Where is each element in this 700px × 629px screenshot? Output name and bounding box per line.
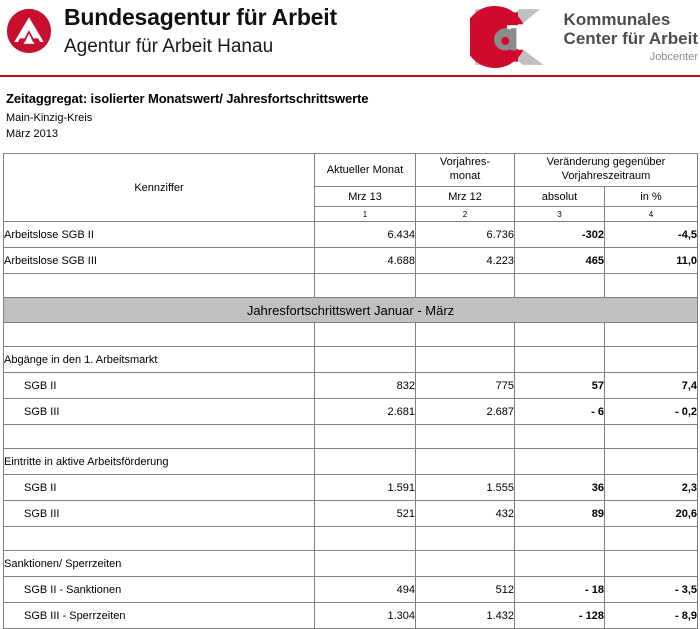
spacer-cell bbox=[315, 425, 416, 449]
cell-current-month bbox=[315, 449, 416, 475]
row-label: Sanktionen/ Sperrzeiten bbox=[4, 551, 315, 577]
cell-current-month: 494 bbox=[315, 577, 416, 603]
bundesagentur-brand-block bbox=[6, 6, 337, 56]
spacer-cell bbox=[4, 274, 315, 298]
cell-change-absolute: 465 bbox=[515, 248, 605, 274]
cell-change-absolute: 89 bbox=[515, 501, 605, 527]
row-label: Arbeitslose SGB II bbox=[4, 222, 315, 248]
cell-current-month: 832 bbox=[315, 373, 416, 399]
column-number-3: 3 bbox=[515, 207, 605, 222]
kca-line-2: Center für Arbeit bbox=[563, 29, 698, 49]
column-header-mrz-13: Mrz 13 bbox=[315, 187, 416, 207]
report-region: Main-Kinzig-Kreis bbox=[6, 112, 93, 124]
column-header-kennziffer: Kennziffer bbox=[4, 154, 315, 222]
spacer-cell bbox=[315, 323, 416, 347]
spacer-cell bbox=[515, 323, 605, 347]
cell-change-percent: - 8,9 bbox=[605, 603, 698, 629]
cell-change-absolute bbox=[515, 551, 605, 577]
cell-current-month: 521 bbox=[315, 501, 416, 527]
spacer-cell bbox=[605, 323, 698, 347]
row-label: SGB III - Sperrzeiten bbox=[4, 603, 315, 629]
column-header-in-prozent: in % bbox=[605, 187, 698, 207]
spacer-cell bbox=[515, 527, 605, 551]
table-row bbox=[4, 603, 698, 629]
column-group-vorjahresmonat-line2: monat bbox=[449, 170, 481, 182]
table-group-row bbox=[4, 347, 698, 373]
column-number-1: 1 bbox=[315, 207, 416, 222]
kpi-table bbox=[3, 153, 698, 629]
header-row-groups bbox=[4, 154, 698, 187]
row-label: SGB III bbox=[4, 399, 315, 425]
table-row bbox=[4, 373, 698, 399]
cell-current-month bbox=[315, 347, 416, 373]
cell-previous-year-month: 775 bbox=[416, 373, 515, 399]
report-header bbox=[0, 77, 700, 140]
cell-previous-year-month bbox=[416, 449, 515, 475]
row-label: SGB II bbox=[4, 475, 315, 501]
cell-change-percent: 11,0 bbox=[605, 248, 698, 274]
row-label: SGB II bbox=[4, 373, 315, 399]
column-group-vorjahresmonat bbox=[416, 154, 515, 187]
brand-header bbox=[0, 0, 700, 75]
column-group-vorjahresmonat-line1: Vorjahres- bbox=[439, 156, 491, 169]
table-spacer-row bbox=[4, 527, 698, 551]
cell-change-absolute: - 18 bbox=[515, 577, 605, 603]
spacer-cell bbox=[416, 274, 515, 298]
table-row bbox=[4, 222, 698, 248]
spacer-cell bbox=[605, 274, 698, 298]
table-group-row bbox=[4, 551, 698, 577]
row-label: SGB III bbox=[4, 501, 315, 527]
table-spacer-row bbox=[4, 274, 698, 298]
ba-subtitle: Agentur für Arbeit Hanau bbox=[64, 36, 274, 57]
cell-change-percent: 7,4 bbox=[605, 373, 698, 399]
cell-change-percent: - 3,5 bbox=[605, 577, 698, 603]
column-group-aktueller-monat: Aktueller Monat bbox=[315, 154, 416, 187]
spacer-cell bbox=[605, 527, 698, 551]
cell-change-absolute bbox=[515, 347, 605, 373]
cell-previous-year-month bbox=[416, 347, 515, 373]
column-group-veraenderung-line1: Veränderung gegenüber bbox=[546, 156, 666, 169]
cell-change-percent: 20,6 bbox=[605, 501, 698, 527]
cell-change-percent: -4,5 bbox=[605, 222, 698, 248]
cell-change-absolute: -302 bbox=[515, 222, 605, 248]
row-label: Abgänge in den 1. Arbeitsmarkt bbox=[4, 347, 315, 373]
cell-change-absolute: - 128 bbox=[515, 603, 605, 629]
spacer-cell bbox=[515, 274, 605, 298]
cell-current-month: 1.591 bbox=[315, 475, 416, 501]
cell-previous-year-month: 4.223 bbox=[416, 248, 515, 274]
cell-change-percent bbox=[605, 347, 698, 373]
cell-change-percent bbox=[605, 449, 698, 475]
table-row bbox=[4, 501, 698, 527]
cell-change-percent: 2,3 bbox=[605, 475, 698, 501]
kpi-table-body bbox=[4, 222, 698, 629]
cell-previous-year-month: 1.432 bbox=[416, 603, 515, 629]
cell-current-month: 2.681 bbox=[315, 399, 416, 425]
table-section-bar-row bbox=[4, 298, 698, 323]
table-row bbox=[4, 475, 698, 501]
cell-current-month: 6.434 bbox=[315, 222, 416, 248]
bundesagentur-fuer-arbeit-logo-icon bbox=[6, 8, 52, 54]
column-group-veraenderung bbox=[515, 154, 698, 187]
ba-title: Bundesagentur für Arbeit bbox=[64, 4, 337, 30]
cell-previous-year-month: 512 bbox=[416, 577, 515, 603]
cell-current-month: 4.688 bbox=[315, 248, 416, 274]
row-label: Eintritte in aktive Arbeitsförderung bbox=[4, 449, 315, 475]
section-bar-label: Jahresfortschrittswert Januar - März bbox=[4, 298, 698, 323]
column-group-veraenderung-line2: Vorjahreszeitraum bbox=[561, 170, 651, 182]
table-group-row bbox=[4, 449, 698, 475]
column-number-4: 4 bbox=[605, 207, 698, 222]
cell-previous-year-month: 432 bbox=[416, 501, 515, 527]
page-title: Zeitaggregat: isolierter Monatswert/ Jahresfortschrittswerte bbox=[6, 91, 369, 106]
cell-current-month bbox=[315, 551, 416, 577]
cell-previous-year-month: 6.736 bbox=[416, 222, 515, 248]
kca-line-1: Kommunales bbox=[563, 10, 671, 29]
kpi-table-wrapper bbox=[3, 153, 697, 629]
spacer-cell bbox=[4, 527, 315, 551]
report-period: März 2013 bbox=[6, 128, 58, 140]
cell-change-percent: - 0,2 bbox=[605, 399, 698, 425]
spacer-cell bbox=[416, 425, 515, 449]
spacer-cell bbox=[315, 274, 416, 298]
cell-current-month: 1.304 bbox=[315, 603, 416, 629]
spacer-cell bbox=[416, 527, 515, 551]
spacer-cell bbox=[4, 323, 315, 347]
cell-change-absolute: 36 bbox=[515, 475, 605, 501]
column-number-2: 2 bbox=[416, 207, 515, 222]
cell-previous-year-month bbox=[416, 551, 515, 577]
column-header-mrz-12: Mrz 12 bbox=[416, 187, 515, 207]
row-label: SGB II - Sanktionen bbox=[4, 577, 315, 603]
spacer-cell bbox=[416, 323, 515, 347]
table-spacer-row bbox=[4, 425, 698, 449]
spacer-cell bbox=[605, 425, 698, 449]
table-row bbox=[4, 577, 698, 603]
table-spacer-row bbox=[4, 323, 698, 347]
spacer-cell bbox=[4, 425, 315, 449]
kpi-table-head bbox=[4, 154, 698, 222]
kca-tagline: Jobcenter bbox=[649, 51, 698, 64]
cell-change-absolute bbox=[515, 449, 605, 475]
spacer-cell bbox=[315, 527, 416, 551]
spacer-cell bbox=[515, 425, 605, 449]
table-row bbox=[4, 248, 698, 274]
cell-previous-year-month: 1.555 bbox=[416, 475, 515, 501]
cell-change-absolute: - 6 bbox=[515, 399, 605, 425]
cell-change-percent bbox=[605, 551, 698, 577]
kommunales-center-fuer-arbeit-logo-icon bbox=[470, 6, 558, 68]
cell-previous-year-month: 2.687 bbox=[416, 399, 515, 425]
cell-change-absolute: 57 bbox=[515, 373, 605, 399]
column-header-absolut: absolut bbox=[515, 187, 605, 207]
kca-brand-block bbox=[470, 6, 698, 68]
row-label: Arbeitslose SGB III bbox=[4, 248, 315, 274]
table-row bbox=[4, 399, 698, 425]
